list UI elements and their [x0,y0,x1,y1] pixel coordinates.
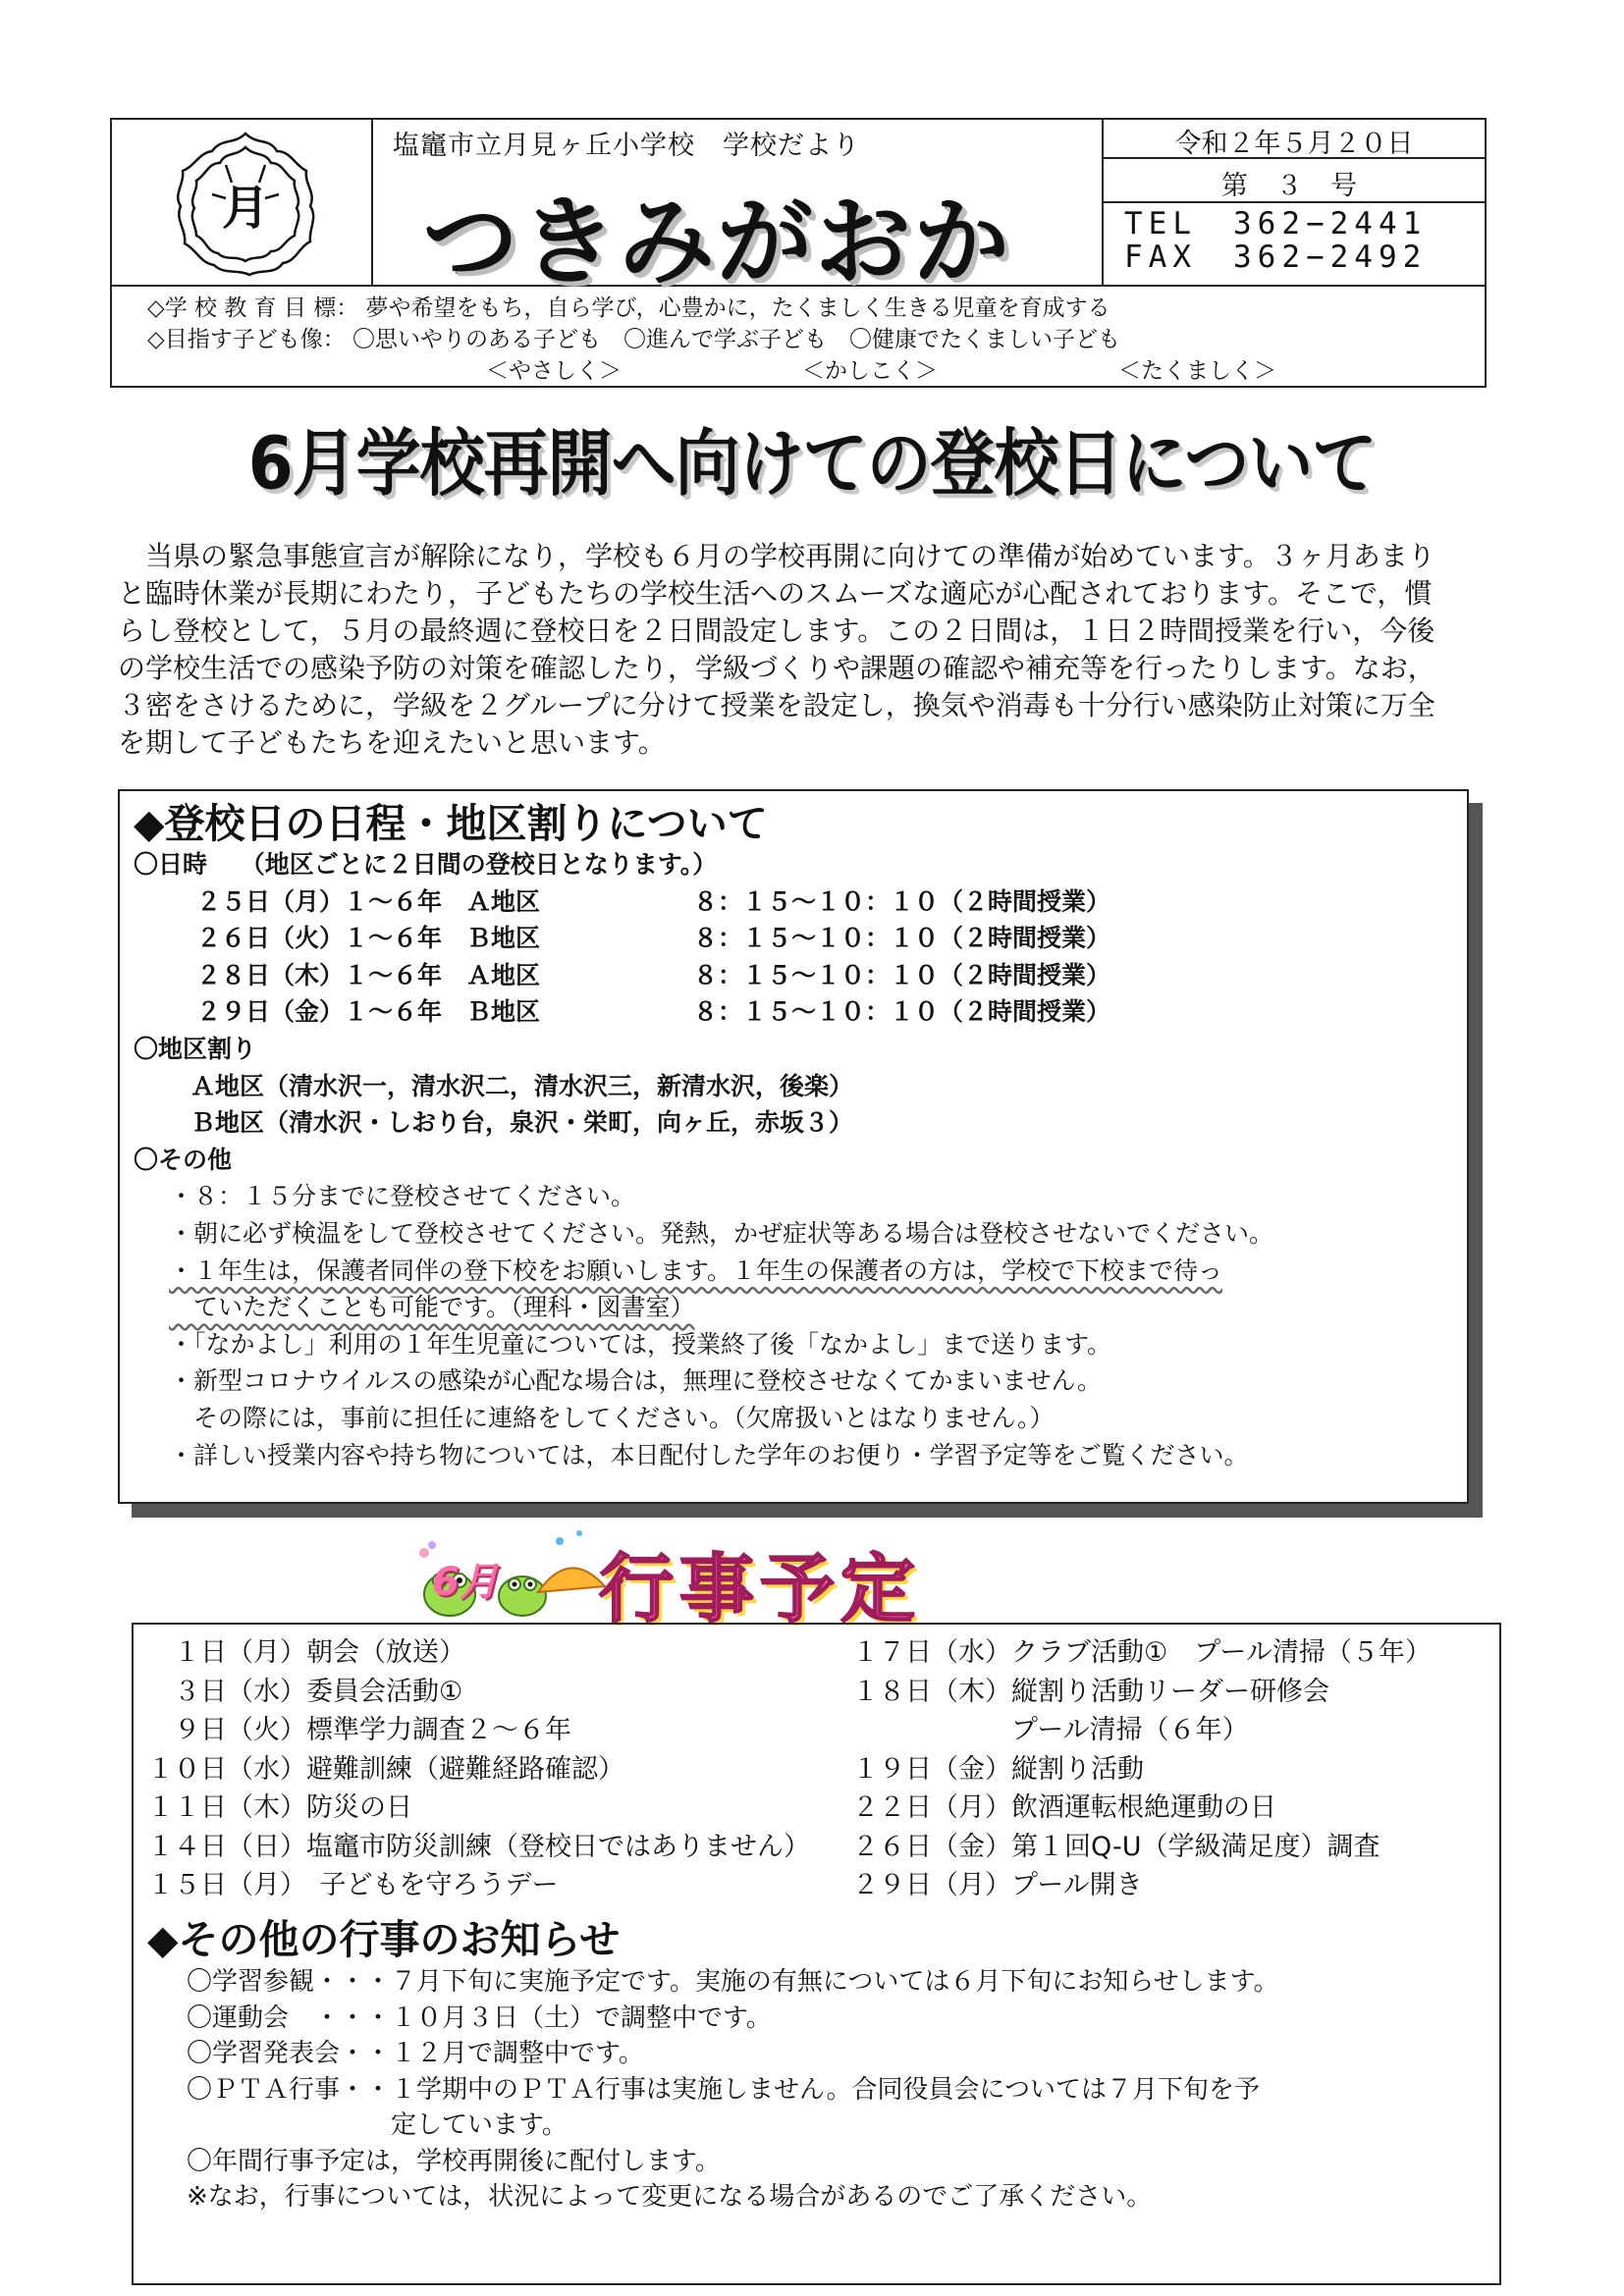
district-a: Ａ地区（清水沢一，清水沢二，清水沢三，新清水沢，後楽） [190,1071,854,1100]
schedule-day: ２５日（月）１～６年 Ａ地区 [196,886,541,916]
event-item: １日（月）朝会（放送） [147,1637,465,1668]
note-item: その際には，事前に担任に連絡をしてください。（欠席扱いとはなりません。） [169,1403,1055,1432]
schedule-body [134,846,1273,1473]
events-right-column [852,1633,1432,1905]
issue-number: 第 ３ 号 [1220,171,1368,201]
note-item: ・詳しい授業内容や持ち物については，本日配付した学年のお便り・学習予定等をご覧ください。 [169,1440,1249,1469]
district-heading: 〇地区割り [134,1034,257,1063]
issue-date: 令和２年５月２０日 [1174,129,1414,159]
schedule-time: ８：１５～１０：１０（２時間授業） [693,924,1111,953]
schedule-day-row [134,883,1273,921]
other-events-title: ◆その他の行事のお知らせ [147,1916,621,1963]
district-b: Ｂ地区（清水沢・しおり台，泉沢・栄町，向ヶ丘，赤坂３） [190,1108,854,1138]
schedule-time: ８：１５～１０：１０（２時間授業） [693,886,1111,916]
note-item-text: ・１年生は，保護者同伴の登下校をお願いします。１年生の保護者の方は，学校で下校まで待っ [169,1255,1223,1285]
intro-line: ３密をさけるために，学級を２グループに分けて授業を設定し，換気や消毒も十分行い感染防止対策に万全 [118,689,1435,721]
event-item: １７日（水）クラブ活動① プール清掃（５年） [852,1637,1432,1668]
events-left-column [147,1633,810,1905]
other-event-item: 〇年間行事予定は，学校再開後に配付します。 [187,2146,721,2176]
datetime-heading: 〇日時 （地区ごとに２日間の登校日となります。） [134,850,718,879]
other-events-list [187,1964,1279,2216]
note-item: ・「なかよし」利用の１年生児童については，授業終了後「なかよし」まで送ります。 [169,1329,1112,1359]
event-item: １０日（水）避難訓練（避難経路確認） [147,1753,624,1785]
other-event-item: ※なお，行事については，状況によって変更になる場合があるのでご了承ください。 [187,2182,1153,2212]
schedule-title: ◆登校日の日程・地区割りについて [134,800,768,847]
schedule-day: ２８日（木）１～６年 Ａ地区 [196,960,541,989]
note-item: ・新型コロナウイルスの感染が心配な場合は，無理に登校させなくてかまいません。 [169,1366,1103,1396]
other-event-item: 〇学習参観・・・７月下旬に実施予定です。実施の有無については６月下旬にお知らせします。 [187,1967,1279,1997]
newsletter-title: つきみがおか [422,187,1012,298]
event-item: ２６日（金）第１回Q-U（学級満足度）調査 [852,1831,1380,1862]
intro-line: 当県の緊急事態宣言が解除になり，学校も６月の学校再開に向けての準備が始めています。３ヶ月あまり [118,540,1435,572]
other-heading: 〇その他 [134,1145,233,1174]
school-emblem-icon [167,126,324,278]
event-item: １９日（金）縦割り活動 [852,1753,1144,1785]
event-item: １１日（木）防災の日 [147,1792,412,1823]
intro-line: と臨時休業が長期にわたり，子どもたちの学校生活へのスムーズな適応が心配されております。そこで，慣 [118,577,1433,610]
events-title: 行事予定 [599,1545,921,1632]
june-label: 6月 [432,1560,499,1605]
schedule-day: ２９日（金）１～６年 Ｂ地区 [196,997,541,1027]
other-event-item: 〇ＰＴＡ行事・・１学期中のＰＴＡ行事は実施しません。合同役員会については７月下旬を予 [187,2074,1261,2105]
fax-number: FAX 362−2492 [1124,240,1428,275]
event-item: プール清掃（６年） [852,1715,1249,1745]
school-name: 塩竈市立月見ヶ丘小学校 学校だより [393,131,860,161]
schedule-day: ２６日（火）１～６年 Ｂ地区 [196,924,541,953]
intro-paragraph [118,538,1522,762]
note-item: ・８：１５分までに登校させてください。 [169,1182,636,1211]
schedule-day-row [134,957,1273,994]
note-item-text: ていただくことも可能です。（理科・図書室） [169,1293,695,1322]
event-item: ２９日（月）プール開き [852,1870,1143,1900]
other-event-item: 〇学習発表会・・１２月で調整中です。 [187,2039,644,2068]
telephone-number: TEL 362−2441 [1124,206,1428,241]
event-item: １４日（日）塩竈市防災訓練（登校日ではありません） [147,1831,810,1862]
education-goal: ◇学 校 教 育 目 標： 夢や希望をもち，自ら学び，心豊かに，たくましく生きる児童を育成する [147,295,1110,321]
schedule-day-row [134,920,1273,957]
note-item [134,1253,1273,1290]
note-item: ・朝に必ず検温をして登校させてください。発熱，かぜ症状等ある場合は登校させないでください。 [169,1218,1274,1248]
ideal-child-image: ◇目指す子ども像： 〇思いやりのある子ども 〇進んで学ぶ子ども 〇健康でたくましい子ども [147,327,1120,352]
emblem-glyph: 月 [221,181,270,236]
event-item: ２２日（月）飲酒運転根絶運動の日 [852,1792,1276,1823]
event-item: １５日（月） 子どもを守ろうデー [147,1870,559,1900]
other-event-item: 〇運動会 ・・・１０月３日（土）で調整中です。 [187,2002,772,2033]
schedule-time: ８：１５～１０：１０（２時間授業） [693,960,1111,989]
school-goals [147,293,1276,387]
child-traits: ＜やさしく＞ ＜かしこく＞ ＜たくましく＞ [147,358,1276,384]
note-item [134,1289,1273,1326]
intro-line: を期して子どもたちを迎えたいと思います。 [118,726,666,759]
schedule-time: ８：１５～１０：１０（２時間授業） [693,997,1111,1027]
event-item: １８日（木）縦割り活動リーダー研修会 [852,1676,1329,1707]
schedule-day-row [134,993,1273,1031]
event-item: ３日（水）委員会活動① [147,1676,463,1707]
intro-line: の学校生活での感染予防の対策を確認したり，学級づくりや課題の確認や補充等を行ったりします。なお， [118,652,1435,684]
page-headline: 6月学校再開へ向けての登校日について [247,421,1377,507]
other-event-item: 定しています。 [187,2110,568,2140]
event-item: ９日（火）標準学力調査２～６年 [147,1715,571,1745]
intro-line: らし登校として，５月の最終週に登校日を２日間設定します。この２日間は，１日２時間授業を行い，今後 [118,614,1435,647]
